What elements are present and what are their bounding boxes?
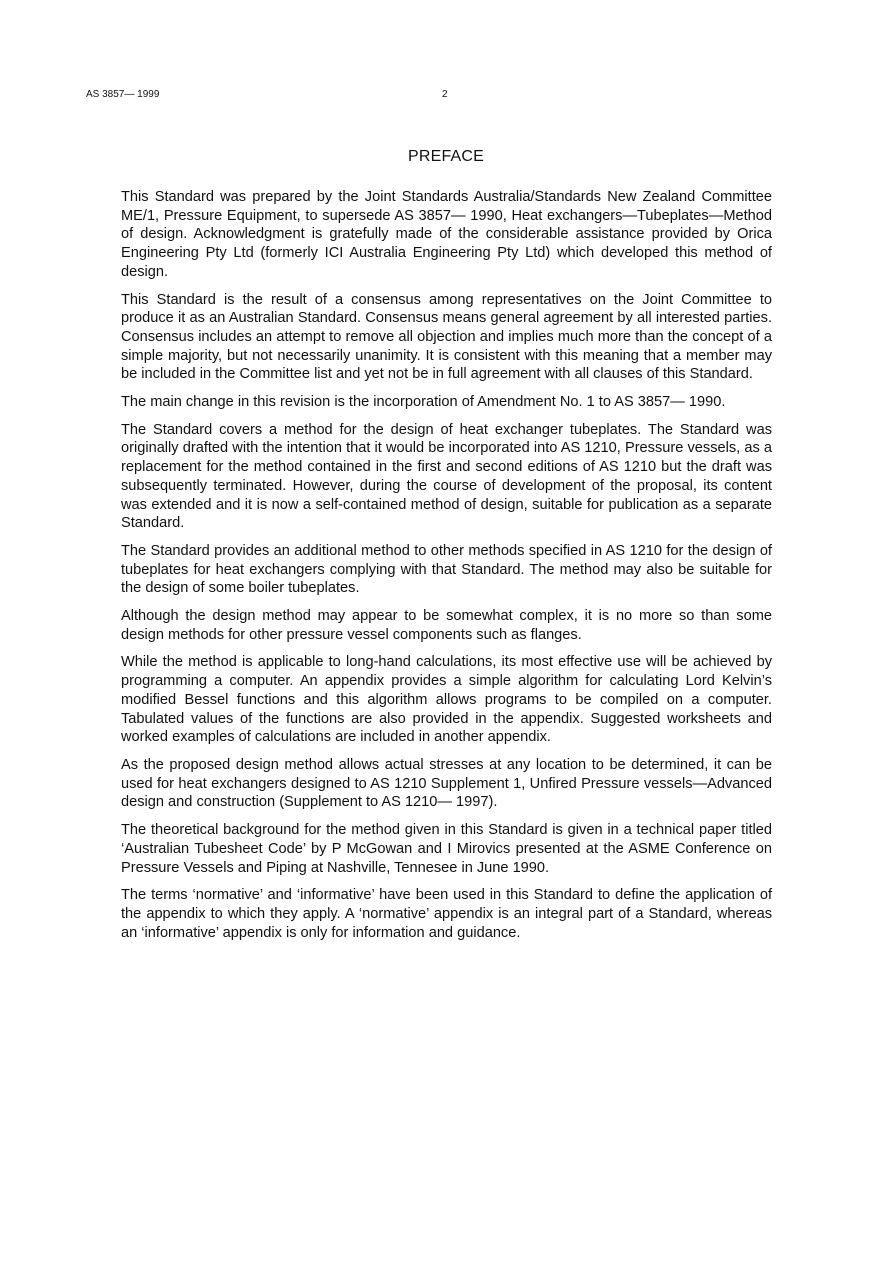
running-header (86, 88, 806, 102)
paragraph: The main change in this revision is the incorporation of Amendment No. 1 to AS 3857— 1990. (121, 394, 726, 411)
paragraph: The theoretical background for the method given in this Standard is given in a technical paper titled ‘Australian Tubesheet Code’ by P McGowan and I Mirovics presented at the ASME Conference on Pressure Vessels and Piping at Nashville, Tennesee in June 1990. (121, 822, 772, 876)
paragraph: This Standard is the result of a consensus among representatives on the Joint Committee to produce it as an Australian Standard. Consensus means general agreement by all interested parties. Consensus includes an attempt to remove all objection and implies much more than the concept of a simple majority, but not necessarily unanimity. It is consistent with this meaning that a member may be included in the Committee list and yet not be in full agreement with all clauses of this Standard. (121, 291, 772, 383)
paragraph: The terms ‘normative’ and ‘informative’ have been used in this Standard to define the application of the appendix to which they apply. A ‘normative’ appendix is an integral part of a Standard, whereas an ‘informative’ appendix is only for information and guidance. (121, 887, 772, 941)
paragraph: While the method is applicable to long-hand calculations, its most effective use will be achieved by programming a computer. An appendix provides a simple algorithm for calculating Lord Kelvin’s modified Bessel functions and this algorithm allows programs to be compiled on a computer. Tabulated values of the functions are also provided in the appendix. Suggested worksheets and worked examples of calculations are included in another appendix. (121, 654, 772, 746)
section-title: PREFACE (407, 148, 485, 165)
preface-body (121, 188, 772, 951)
paragraph: As the proposed design method allows actual stresses at any location to be determined, it can be used for heat exchangers designed to AS 1210 Supplement 1, Unfired Pressure vessels—Advanced design and construction (Supplement to AS 1210— 1997). (121, 756, 772, 811)
document-id: AS 3857— 1999 (86, 89, 160, 100)
paragraph: The Standard covers a method for the design of heat exchanger tubeplates. The Standard was originally drafted with the intention that it would be incorporated into AS 1210, Pressure vessels, as a replacement for the method contained in the first and second editions of AS 1210 but the draft was subsequently terminated. However, during the course of development of the proposal, its content was extended and it is now a self-contained method of design, suitable for publication as a separate Standard. (121, 421, 772, 532)
paragraph: Although the design method may appear to be somewhat complex, it is no more so than some design methods for other pressure vessel components such as flanges. (121, 608, 772, 643)
paragraph: This Standard was prepared by the Joint Standards Australia/Standards New Zealand Committee ME/1, Pressure Equipment, to supersede AS 3857— 1990, Heat exchangers—Tubeplates—Method of design. Acknowledgment is gratefully made of the considerable assistance provided by Orica Engineering Pty Ltd (formerly ICI Australia Engineering Pty Ltd) which developed this method of design. (121, 189, 772, 280)
paragraph: The Standard provides an additional method to other methods specified in AS 1210 for the design of tubeplates for heat exchangers complying with that Standard. The method may also be suitable for the design of some boiler tubeplates. (121, 542, 772, 597)
page-number: 2 (442, 89, 448, 100)
